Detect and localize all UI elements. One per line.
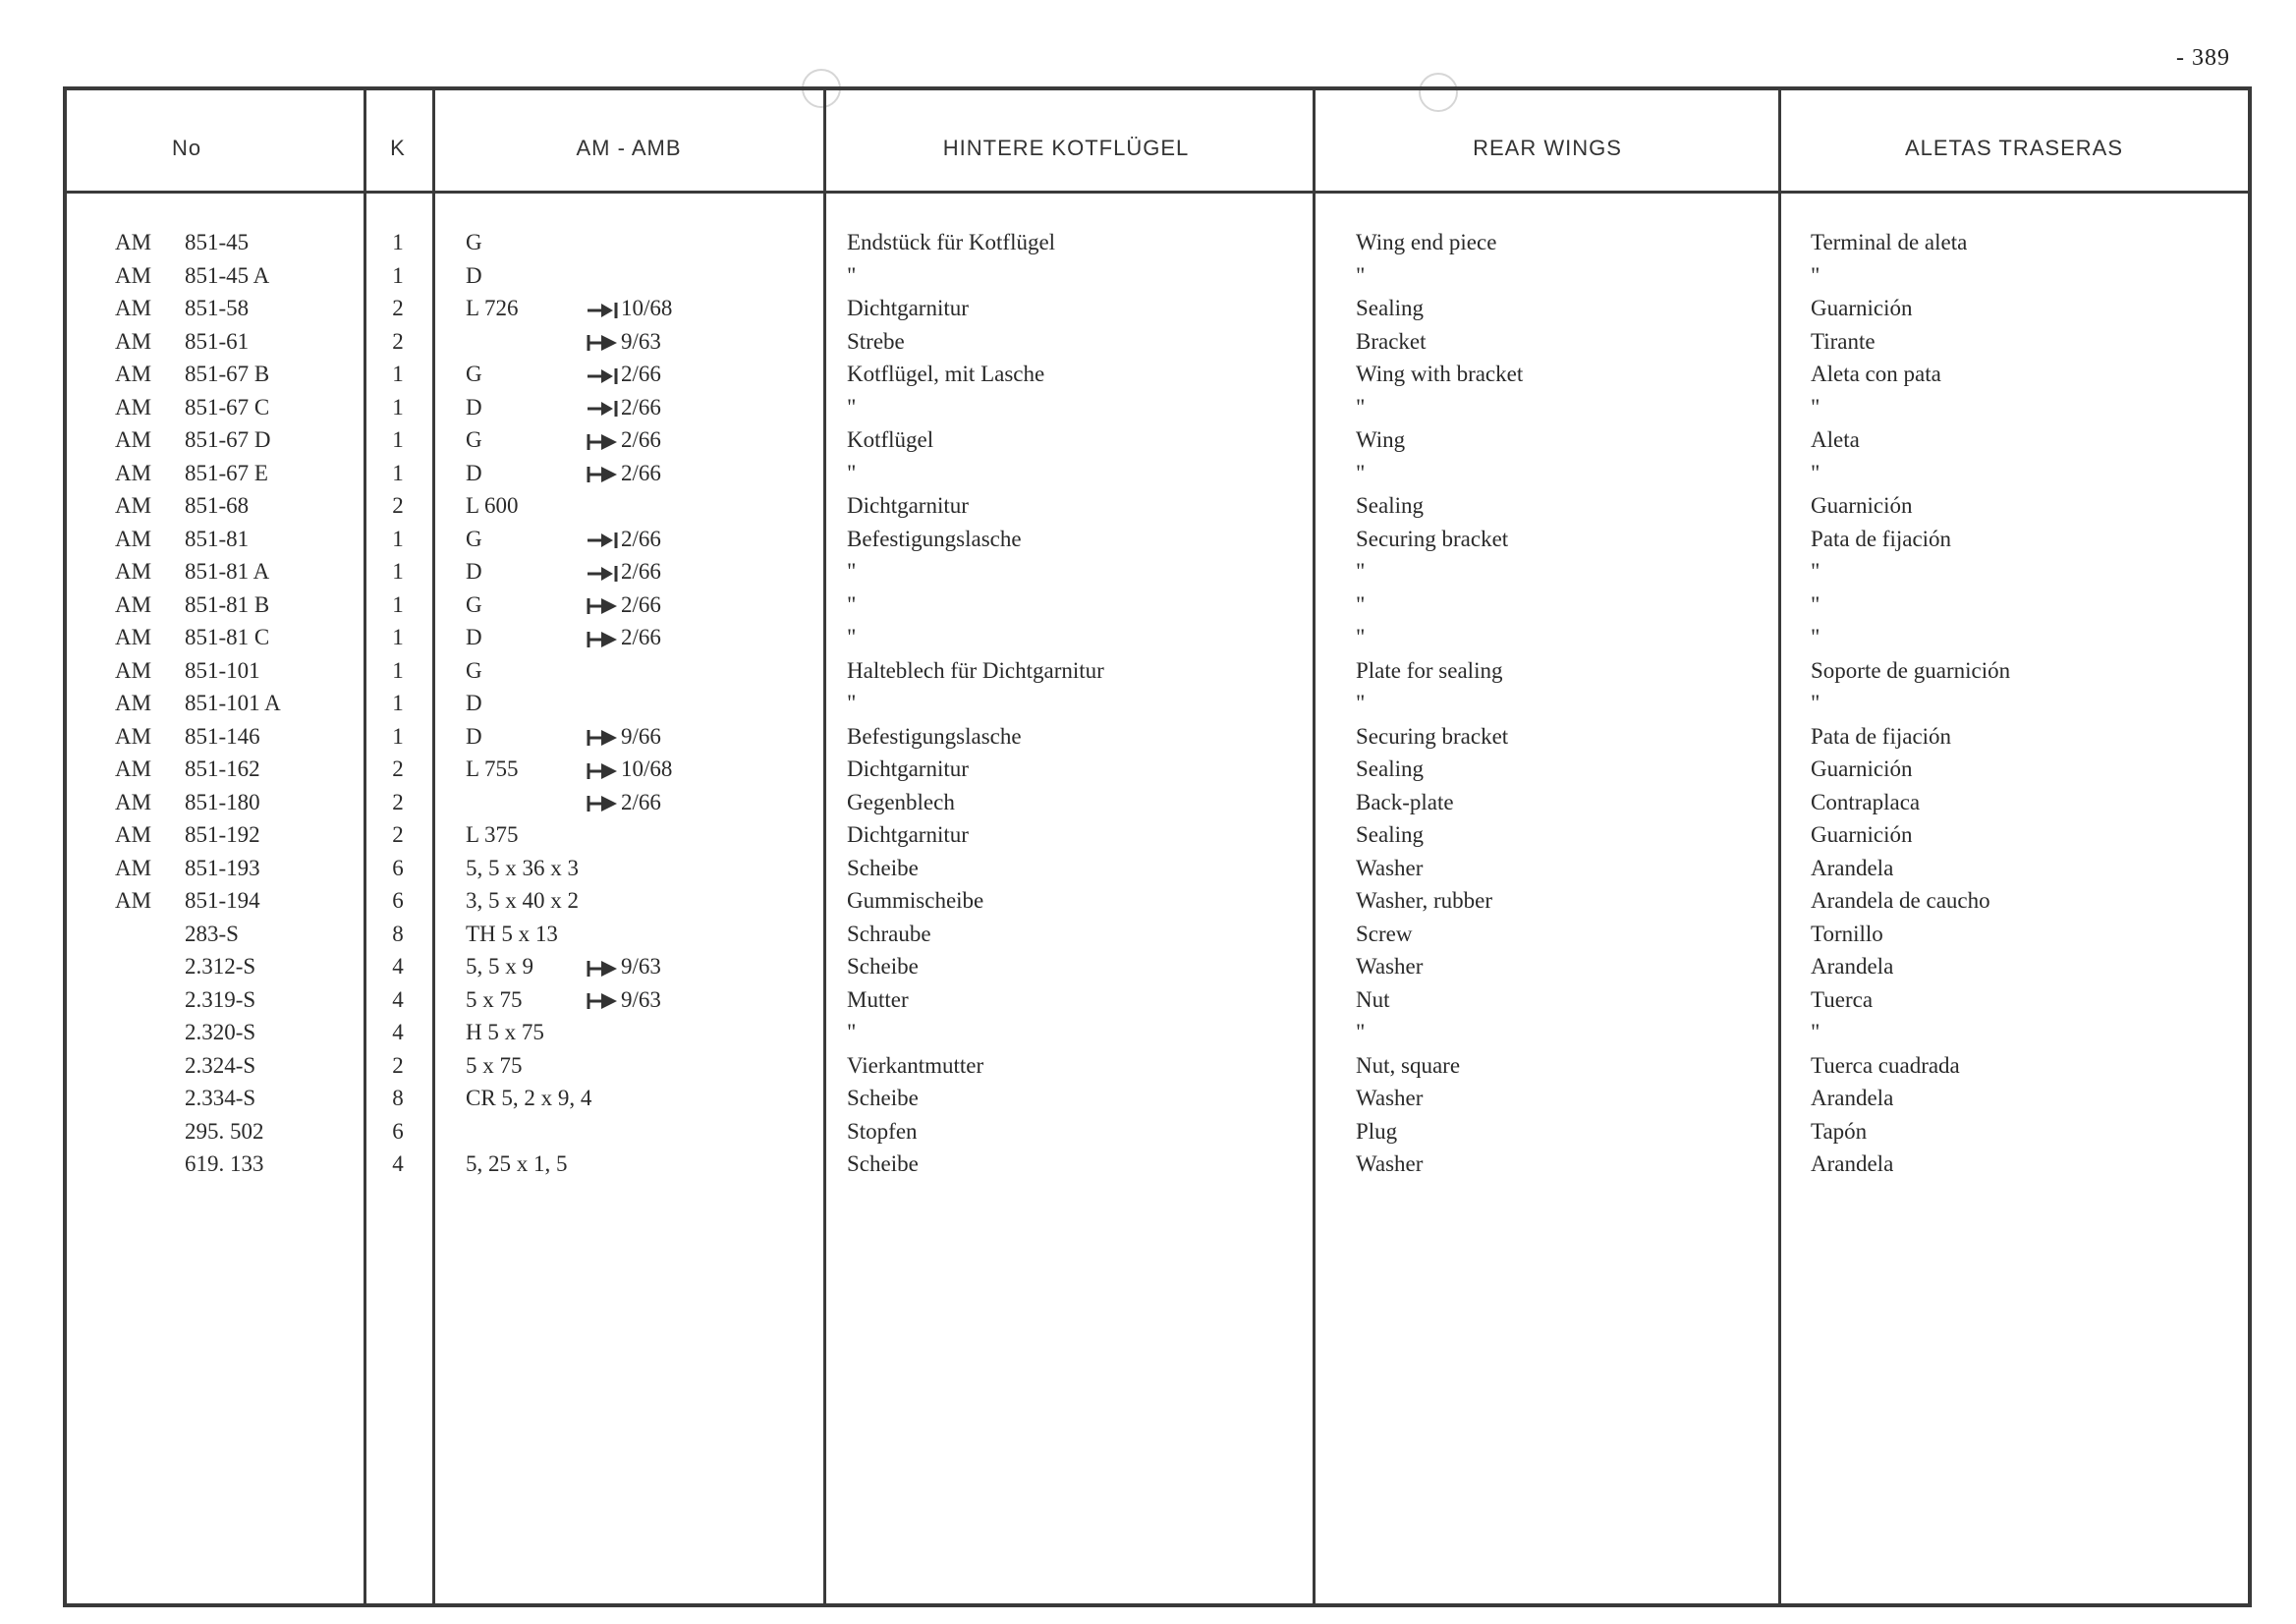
description-en: " — [1356, 691, 1366, 715]
description-de: " — [847, 691, 857, 715]
spec: H 5 x 75 — [466, 1020, 544, 1044]
description-es: Arandela de caucho — [1811, 888, 1990, 913]
description-es: " — [1811, 691, 1820, 715]
description-de: Dichtgarnitur — [847, 822, 969, 847]
description-en: Washer — [1356, 954, 1424, 979]
header-k: K — [390, 136, 406, 160]
table-row — [0, 918, 2296, 951]
table-row — [0, 1115, 2296, 1148]
description-de: Gummischeibe — [847, 888, 984, 913]
spec: L 375 — [466, 822, 519, 847]
description-es: " — [1811, 262, 1820, 288]
part-number: 851-101 — [185, 657, 260, 683]
part-number: 851-81 — [185, 526, 250, 551]
description-en: " — [1356, 262, 1366, 288]
description-es: Pata de fijación — [1811, 526, 1952, 551]
part-prefix: AM — [115, 591, 152, 617]
part-number: 2.312-S — [185, 954, 256, 979]
description-de: Scheibe — [847, 1086, 919, 1110]
description-es: Terminal de aleta — [1811, 230, 1968, 254]
spec: D — [466, 625, 482, 649]
description-en: " — [1356, 460, 1366, 485]
part-number: 851-162 — [185, 756, 260, 781]
change-date: 2/66 — [621, 460, 661, 485]
description-de: " — [847, 394, 857, 420]
date-change — [586, 720, 661, 754]
description-de: Befestigungslasche — [847, 723, 1022, 749]
quantity: 1 — [392, 230, 404, 254]
table-row — [0, 1082, 2296, 1115]
header-es: ALETAS TRASERAS — [1904, 136, 2124, 160]
description-es: Arandela — [1811, 1086, 1894, 1110]
quantity: 1 — [392, 559, 404, 584]
quantity: 4 — [392, 986, 404, 1012]
date-change — [586, 786, 661, 819]
description-es: Tirante — [1811, 328, 1876, 354]
part-number: 2.320-S — [185, 1020, 256, 1044]
description-de: " — [847, 625, 857, 649]
description-en: Securing bracket — [1356, 723, 1509, 749]
spec: 5, 25 x 1, 5 — [466, 1151, 568, 1176]
change-date: 2/66 — [621, 559, 661, 584]
date-change — [586, 555, 661, 588]
quantity: 1 — [392, 394, 404, 420]
spec: G — [466, 526, 482, 551]
quantity: 2 — [392, 328, 404, 354]
description-de: Dichtgarnitur — [847, 493, 969, 518]
spec: G — [466, 591, 482, 617]
part-prefix: AM — [115, 789, 152, 814]
table-row — [0, 292, 2296, 325]
quantity: 2 — [392, 789, 404, 814]
table-row — [0, 950, 2296, 983]
spec: G — [466, 657, 482, 683]
description-de: " — [847, 1020, 857, 1044]
description-de: Gegenblech — [847, 789, 955, 814]
description-es: " — [1811, 591, 1820, 617]
part-prefix: AM — [115, 625, 152, 649]
part-prefix: AM — [115, 822, 152, 847]
table-row — [0, 1148, 2296, 1181]
table-row — [0, 226, 2296, 259]
spec: 5 x 75 — [466, 986, 523, 1012]
change-date: 10/68 — [621, 296, 673, 320]
until-date-icon — [586, 301, 619, 320]
from-date-icon — [586, 596, 619, 616]
spec: L 755 — [466, 756, 519, 781]
description-en: Wing end piece — [1356, 230, 1497, 254]
part-number: 851-194 — [185, 888, 260, 913]
header-divider — [63, 191, 2252, 194]
description-es: " — [1811, 625, 1820, 649]
date-change — [586, 423, 661, 457]
table-row — [0, 259, 2296, 293]
spec: 5 x 75 — [466, 1052, 523, 1078]
description-en: Washer — [1356, 855, 1424, 880]
part-number: 851-146 — [185, 723, 260, 749]
part-prefix: AM — [115, 230, 152, 254]
table-row — [0, 391, 2296, 424]
table-row — [0, 423, 2296, 457]
from-date-icon — [586, 761, 619, 781]
change-date: 2/66 — [621, 591, 661, 617]
description-de: Kotflügel, mit Lasche — [847, 362, 1045, 386]
quantity: 1 — [392, 591, 404, 617]
description-es: Tuerca — [1811, 986, 1874, 1012]
quantity: 2 — [392, 822, 404, 847]
table-row — [0, 720, 2296, 754]
part-number: 851-67 C — [185, 394, 270, 420]
date-change — [586, 325, 661, 359]
part-prefix: AM — [115, 394, 152, 420]
quantity: 1 — [392, 657, 404, 683]
description-es: Guarnición — [1811, 493, 1913, 518]
description-es: " — [1811, 1020, 1820, 1044]
part-prefix: AM — [115, 362, 152, 386]
date-change — [586, 983, 661, 1017]
description-de: Scheibe — [847, 954, 919, 979]
quantity: 8 — [392, 921, 404, 946]
quantity: 6 — [392, 855, 404, 880]
from-date-icon — [586, 465, 619, 484]
description-de: " — [847, 559, 857, 584]
description-en: Screw — [1356, 921, 1413, 946]
date-change — [586, 753, 672, 786]
part-number: 851-81 C — [185, 625, 270, 649]
change-date: 2/66 — [621, 394, 661, 420]
spec: D — [466, 460, 482, 485]
part-prefix: AM — [115, 460, 152, 485]
part-number: 851-67 B — [185, 362, 270, 386]
description-en: Nut — [1356, 986, 1390, 1012]
quantity: 2 — [392, 756, 404, 781]
table-row — [0, 588, 2296, 622]
part-prefix: AM — [115, 526, 152, 551]
date-change — [586, 588, 661, 622]
spec: D — [466, 394, 482, 420]
date-change — [586, 457, 661, 490]
description-es: Arandela — [1811, 1151, 1894, 1176]
part-prefix: AM — [115, 888, 152, 913]
part-number: 851-45 — [185, 230, 250, 254]
part-prefix: AM — [115, 296, 152, 320]
table-row — [0, 1049, 2296, 1083]
part-number: 851-68 — [185, 493, 250, 518]
description-es: Arandela — [1811, 855, 1894, 880]
part-prefix: AM — [115, 559, 152, 584]
description-es: " — [1811, 394, 1820, 420]
date-change — [586, 950, 661, 983]
date-change — [586, 621, 661, 654]
part-number: 851-67 D — [185, 427, 271, 452]
quantity: 8 — [392, 1086, 404, 1110]
from-date-icon — [586, 432, 619, 452]
description-es: " — [1811, 559, 1820, 584]
description-en: Plate for sealing — [1356, 657, 1503, 683]
description-en: Sealing — [1356, 756, 1424, 781]
part-prefix: AM — [115, 262, 152, 288]
part-number: 851-193 — [185, 855, 260, 880]
description-de: Dichtgarnitur — [847, 756, 969, 781]
description-es: Contraplaca — [1811, 789, 1921, 814]
from-date-icon — [586, 991, 619, 1011]
part-number: 851-81 B — [185, 591, 270, 617]
spec: G — [466, 362, 482, 386]
change-date: 2/66 — [621, 625, 661, 649]
table-row — [0, 555, 2296, 588]
table-row — [0, 786, 2296, 819]
from-date-icon — [586, 333, 619, 353]
table-row — [0, 753, 2296, 786]
quantity: 4 — [392, 1151, 404, 1176]
quantity: 2 — [392, 296, 404, 320]
description-es: " — [1811, 460, 1820, 485]
description-es: Pata de fijación — [1811, 723, 1952, 749]
until-date-icon — [586, 564, 619, 584]
description-en: Washer — [1356, 1151, 1424, 1176]
spec: 5, 5 x 36 x 3 — [466, 855, 579, 880]
part-prefix: AM — [115, 657, 152, 683]
change-date: 2/66 — [621, 362, 661, 386]
change-date: 9/63 — [621, 328, 661, 354]
change-date: 9/63 — [621, 986, 661, 1012]
part-prefix: AM — [115, 427, 152, 452]
header-am-amb: AM - AMB — [576, 136, 682, 160]
description-es: Soporte de guarnición — [1811, 657, 2011, 683]
part-number: 2.324-S — [185, 1052, 256, 1078]
part-number: 283-S — [185, 921, 239, 946]
description-de: " — [847, 591, 857, 617]
spec: L 600 — [466, 493, 519, 518]
quantity: 1 — [392, 262, 404, 288]
quantity: 6 — [392, 1118, 404, 1144]
spec: D — [466, 559, 482, 584]
spec: 5, 5 x 9 — [466, 954, 533, 979]
quantity: 1 — [392, 427, 404, 452]
description-en: Sealing — [1356, 822, 1424, 847]
part-prefix: AM — [115, 723, 152, 749]
description-en: Sealing — [1356, 296, 1424, 320]
from-date-icon — [586, 630, 619, 649]
date-change — [586, 292, 672, 325]
table-row — [0, 983, 2296, 1017]
date-change — [586, 391, 661, 424]
description-de: Stopfen — [847, 1118, 918, 1144]
part-number: 619. 133 — [185, 1151, 264, 1176]
description-en: Washer, rubber — [1356, 888, 1492, 913]
description-en: Wing with bracket — [1356, 362, 1524, 386]
change-date: 9/63 — [621, 954, 661, 979]
until-date-icon — [586, 399, 619, 419]
description-en: " — [1356, 1020, 1366, 1044]
change-date: 10/68 — [621, 756, 673, 781]
table-row — [0, 325, 2296, 359]
description-en: " — [1356, 591, 1366, 617]
change-date: 2/66 — [621, 526, 661, 551]
part-number: 851-101 A — [185, 691, 281, 715]
spec: L 726 — [466, 296, 519, 320]
part-prefix: AM — [115, 328, 152, 354]
part-number: 2.319-S — [185, 986, 256, 1012]
description-de: Endstück für Kotflügel — [847, 230, 1056, 254]
change-date: 2/66 — [621, 789, 661, 814]
description-de: Strebe — [847, 328, 905, 354]
date-change — [586, 358, 661, 391]
part-prefix: AM — [115, 756, 152, 781]
description-de: Mutter — [847, 986, 909, 1012]
description-es: Guarnición — [1811, 296, 1913, 320]
part-number: 851-45 A — [185, 262, 270, 288]
table-row — [0, 621, 2296, 654]
part-number: 851-58 — [185, 296, 250, 320]
spec: 3, 5 x 40 x 2 — [466, 888, 579, 913]
description-de: Vierkantmutter — [847, 1052, 984, 1078]
description-es: Tornillo — [1811, 921, 1883, 946]
description-de: Scheibe — [847, 855, 919, 880]
table-row — [0, 1016, 2296, 1049]
spec: G — [466, 427, 482, 452]
description-en: Sealing — [1356, 493, 1424, 518]
part-number: 851-180 — [185, 789, 260, 814]
description-en: Plug — [1356, 1118, 1398, 1144]
spec: D — [466, 262, 482, 288]
spec: D — [466, 691, 482, 715]
description-en: Wing — [1356, 427, 1406, 452]
spec: D — [466, 723, 482, 749]
description-de: Halteblech für Dichtgarnitur — [847, 657, 1104, 683]
part-number: 851-81 A — [185, 559, 270, 584]
table-row — [0, 818, 2296, 852]
description-de: " — [847, 460, 857, 485]
table-row — [0, 654, 2296, 688]
description-de: Befestigungslasche — [847, 526, 1022, 551]
quantity: 1 — [392, 526, 404, 551]
part-prefix: AM — [115, 691, 152, 715]
until-date-icon — [586, 531, 619, 550]
part-number: 2.334-S — [185, 1086, 256, 1110]
from-date-icon — [586, 728, 619, 748]
date-change — [586, 523, 661, 556]
part-prefix: AM — [115, 493, 152, 518]
description-en: " — [1356, 394, 1366, 420]
description-de: Dichtgarnitur — [847, 296, 969, 320]
until-date-icon — [586, 366, 619, 386]
description-en: Back-plate — [1356, 789, 1454, 814]
quantity: 4 — [392, 1020, 404, 1044]
part-number: 851-61 — [185, 328, 250, 354]
quantity: 2 — [392, 493, 404, 518]
spec: TH 5 x 13 — [466, 921, 558, 946]
description-en: " — [1356, 559, 1366, 584]
description-en: Nut, square — [1356, 1052, 1461, 1078]
header-de: HINTERE KOTFLÜGEL — [942, 136, 1190, 160]
description-en: Washer — [1356, 1086, 1424, 1110]
description-es: Guarnición — [1811, 822, 1913, 847]
part-prefix: AM — [115, 855, 152, 880]
description-de: Kotflügel — [847, 427, 934, 452]
table-row — [0, 852, 2296, 885]
change-date: 2/66 — [621, 427, 661, 452]
table-row — [0, 687, 2296, 720]
description-es: Tuerca cuadrada — [1811, 1052, 1960, 1078]
part-number: 851-192 — [185, 822, 260, 847]
from-date-icon — [586, 794, 619, 813]
description-en: Securing bracket — [1356, 526, 1509, 551]
quantity: 2 — [392, 1052, 404, 1078]
description-de: Schraube — [847, 921, 931, 946]
quantity: 1 — [392, 723, 404, 749]
table-row — [0, 358, 2296, 391]
page-number: - 389 — [2176, 45, 2230, 71]
part-number: 851-67 E — [185, 460, 268, 485]
description-es: Arandela — [1811, 954, 1894, 979]
description-es: Tapón — [1811, 1118, 1868, 1144]
header-en: REAR WINGS — [1473, 136, 1622, 160]
spec: G — [466, 230, 482, 254]
description-de: " — [847, 262, 857, 288]
quantity: 1 — [392, 362, 404, 386]
table-row — [0, 523, 2296, 556]
description-es: Aleta — [1811, 427, 1860, 452]
from-date-icon — [586, 959, 619, 979]
header-no: No — [171, 136, 202, 160]
table-row — [0, 457, 2296, 490]
table-row — [0, 489, 2296, 523]
part-number: 295. 502 — [185, 1118, 264, 1144]
description-es: Guarnición — [1811, 756, 1913, 781]
quantity: 4 — [392, 954, 404, 979]
description-es: Aleta con pata — [1811, 362, 1941, 386]
quantity: 1 — [392, 625, 404, 649]
quantity: 6 — [392, 888, 404, 913]
description-de: Scheibe — [847, 1151, 919, 1176]
description-en: Bracket — [1356, 328, 1427, 354]
table-row — [0, 884, 2296, 918]
change-date: 9/66 — [621, 723, 661, 749]
spec: CR 5, 2 x 9, 4 — [466, 1086, 592, 1110]
quantity: 1 — [392, 460, 404, 485]
description-en: " — [1356, 625, 1366, 649]
quantity: 1 — [392, 691, 404, 715]
